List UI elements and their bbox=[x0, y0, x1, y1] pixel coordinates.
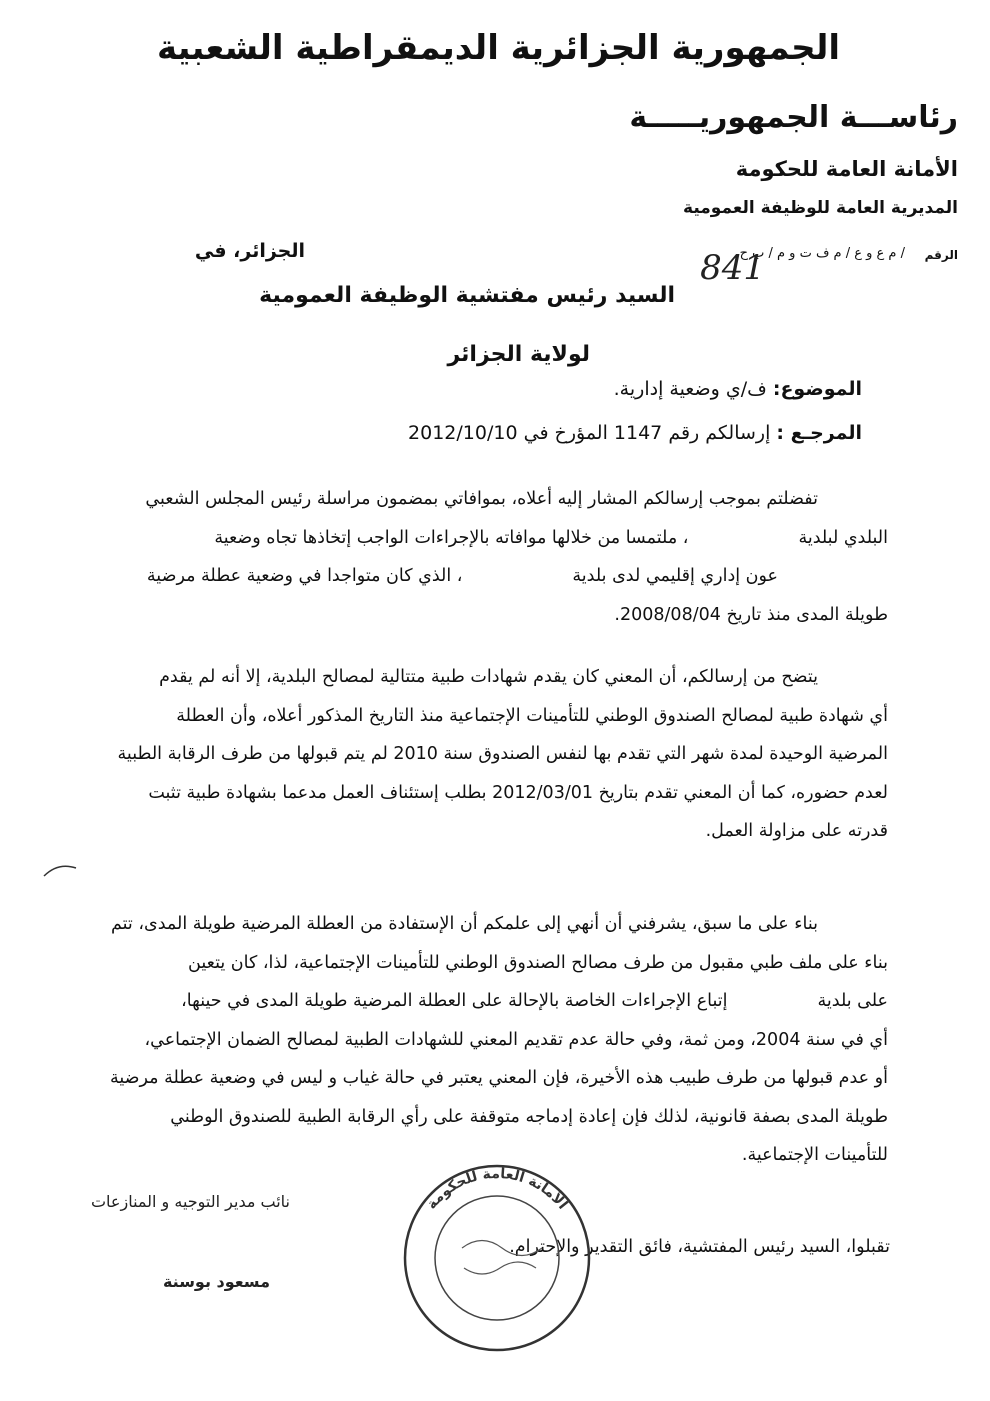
paragraph-line: على بلديةإتباع الإجراءات الخاصة بالإحالة على العطلة المرضية طويلة المدى في حينها، bbox=[181, 991, 888, 1011]
paragraph-3 bbox=[92, 905, 888, 1175]
paragraph-line: بناء على ما سبق، يشرفني أن أنهي إلى علمكم أن الإستفادة من العطلة المرضية طويلة المدى، تتم bbox=[111, 914, 818, 934]
paragraph-line: أي في سنة 2004، ومن ثمة، وفي حالة عدم تقديم المعني للشهادات الطبية لمصالح الضمان الإجتماعي، bbox=[144, 1029, 888, 1050]
paragraph-line: بناء على ملف طبي مقبول من طرف مصالح الصندوق الوطني للتأمينات الإجتماعية، لذا، كان يتعين bbox=[188, 952, 888, 973]
margin-mark bbox=[40, 860, 80, 880]
signatory-title: نائب مدير التوجيه و المنازعات bbox=[90, 1192, 290, 1211]
paragraph-line: عون إداري إقليمي لدى بلدية، الذي كان متواجدا في وضعية عطلة مرضية bbox=[146, 566, 778, 586]
paragraph-line: المرضية الوحيدة لمدة شهر التي تقدم بها لنفس الصندوق سنة 2010 لم يتم قبولها من طرف الرقابة الطبية bbox=[117, 744, 888, 764]
paragraph-line: أو عدم قبولها من طرف طبيب هذه الأخيرة، فإن المعني يعتبر في حالة غياب و ليس في وضعية عطلة مرضية bbox=[110, 1068, 888, 1088]
subject-label: الموضوع: bbox=[772, 378, 862, 400]
stamp-text: الأمانة العامة للحكومة bbox=[423, 1165, 571, 1213]
recipient-wilaya: لولاية الجزائر bbox=[447, 342, 590, 367]
paragraph-1 bbox=[92, 480, 888, 634]
secretariat-heading: الأمانة العامة للحكومة bbox=[735, 157, 958, 181]
reference-line bbox=[408, 422, 862, 444]
presidency-heading: رئاســـة الجمهوريـــــة bbox=[629, 100, 958, 135]
signatory-name: مسعود بوسنة bbox=[162, 1272, 270, 1291]
subject-text: ف/ي وضعية إدارية. bbox=[613, 378, 773, 400]
paragraph-line: تفضلتم بموجب إرسالكم المشار إليه أعلاه، بموافاتي بمضمون مراسلة رئيس المجلس الشعبي bbox=[145, 489, 818, 509]
paragraph-line: طويلة المدى بصفة قانونية، لذلك فإن إعادة إدماجه متوقفة على رأي الرقابة الطبية للصندوق الوطني bbox=[170, 1106, 888, 1127]
svg-text:الأمانة العامة للحكومة bbox=[424, 1166, 571, 1213]
reference-number-label: الرقم bbox=[924, 248, 958, 262]
paragraph-line: طويلة المدى منذ تاريخ 2008/08/04. bbox=[614, 604, 888, 625]
subject-line bbox=[614, 378, 862, 400]
reference-label: المرجـع : bbox=[776, 422, 862, 444]
recipient-title: السيد رئيس مفتشية الوظيفة العمومية bbox=[259, 283, 675, 308]
city-date-line: الجزائر، في bbox=[194, 240, 305, 262]
closing-formula: تقبلوا، السيد رئيس المفتشية، فائق التقدير والإحترام. bbox=[509, 1237, 890, 1257]
republic-heading: الجمهورية الجزائرية الديمقراطية الشعبية bbox=[157, 28, 840, 68]
paragraph-line: للتأمينات الإجتماعية. bbox=[741, 1145, 888, 1165]
paragraph-line: قدرته على مزاولة العمل. bbox=[705, 821, 888, 841]
paragraph-2 bbox=[92, 658, 888, 851]
reference-text: إرسالكم رقم 1147 المؤرخ في 2012/10/10 bbox=[408, 422, 777, 444]
directorate-heading: المديرية العامة للوظيفة العمومية bbox=[683, 198, 958, 218]
paragraph-line: البلدي لبلدية، ملتمسا من خلالها موافاته بالإجراءات الواجب إتخاذها تجاه وضعية bbox=[214, 527, 888, 548]
paragraph-line: يتضح من إرسالكم، أن المعني كان يقدم شهادات طبية متتالية لمصالح البلدية، إلا أنه لم يقدم bbox=[159, 667, 818, 687]
reference-code: / م ع و ع / م ف ت و م / ب ح bbox=[739, 246, 905, 261]
paragraph-line: لعدم حضوره، كما أن المعني تقدم بتاريخ 2012/03/01 بطلب إستئناف العمل مدعما بشهادة طبية تثبت bbox=[148, 782, 888, 803]
official-stamp bbox=[392, 1158, 602, 1358]
paragraph-line: أي شهادة طبية لمصالح الصندوق الوطني للتأمينات الإجتماعية منذ التاريخ المذكور أعلاه، وأن العطلة bbox=[176, 705, 888, 726]
handwritten-reference-number: 841 bbox=[700, 248, 765, 288]
